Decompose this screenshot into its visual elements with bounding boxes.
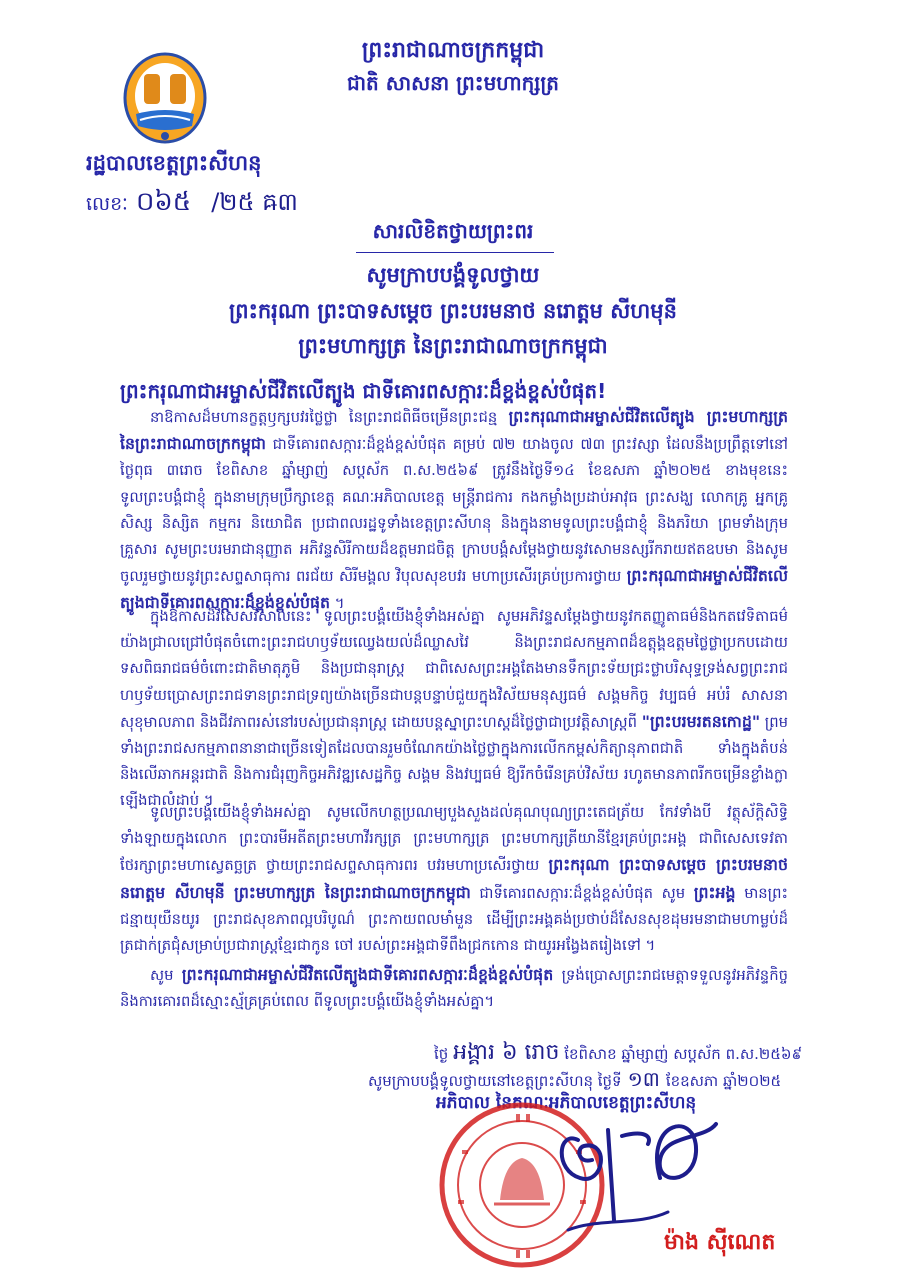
p3-text-e: មានព្រះជន្មាយុយឺនយូរ ព្រះរាជសុខភាពល្អបរិបូណ៌ ព្រះកាយពលមាំមួន ដើម្បីព្រះអង្គគង់ប្រថាប់ដ៏សែនសុខដុមរមនាជាមហាម្លប់ដ៏ត្រជាក់ត្រជុំសម្រាប់ប្រជារាស្ត្រខ្មែរជាកូន ចៅ របស់ព្រះអង្គជាទីពឹងជ្រកកោន ជាយូរអង្វែងតរៀងទៅ ។ — [120, 884, 788, 955]
ref-label: លេខៈ — [86, 193, 128, 215]
p1-king-title: ព្រះករុណាជាអម្ចាស់ជីវិតលើត្បូង ព្រះមហាក្សត្រ នៃព្រះរាជាណាចក្រកម្ពុជា — [120, 407, 788, 454]
signer-name: ម៉ាង ស៊ីណេត — [664, 1230, 776, 1255]
p1-text-e: ។ — [330, 595, 345, 613]
p4-text-a: សូម — [150, 967, 182, 984]
national-motto: ជាតិ សាសនា ព្រះមហាក្សត្រ — [347, 71, 559, 95]
ref-year: /២៥ ឝ៣ — [211, 188, 298, 216]
p2-text-c: ព្រមទាំងព្រះរាជសកម្មភាពនានាជាច្រើនទៀតដែលបានរួមចំណែកយ៉ាងថ្លៃថ្លាក្នុងការលើកកម្ពស់កិត្យានុភាពជាតិ ទាំងក្នុងតំបន់ និងលើឆាកអន្តរជាតិ និងការជំរុញកិច្ចអភិវឌ្ឍសេដ្ឋកិច្ច សង្គម និងវប្បធម៌ ឱ្យរីកចំរើនគ្រប់វិស័យ រហូតមានភាពរីកចម្រើនខ្លាំងក្លាឡើងជាលំដាប់ ។ — [120, 713, 788, 810]
p1-king-epithet: ព្រះករុណាជាអម្ចាស់ជីវិតលើត្បូងជាទីគោរពសក្ការៈដ៏ខ្ពង់ខ្ពស់បំផុត — [120, 566, 788, 613]
lunar-date-handwritten: អង្គារ ៦ រោច — [453, 1040, 560, 1065]
province-administration: រដ្ឋបាលខេត្តព្រះសីហនុ — [86, 151, 262, 175]
p3-text-a: ទូលព្រះបង្គំយើងខ្ញុំទាំងអស់គ្នា សូមលើកហត្ថប្រណម្យបួងសួងដល់គុណបុណ្យព្រះតេជត្រ័យ កែវទាំងបី វត្ថុស័ក្តិសិទ្ធិទាំងឡាយក្នុងលោក ព្រះបារមីអតីតព្រះមហាវីរក្សត្រ ព្រះមហាក្សត្រ ព្រះមហាក្សត្រីយានីខ្មែរគ្រប់ព្រះអង្គ ជាពិសេសទេវតាថែរក្សាព្រះមហាស្វេតច្ឆត្រ ថ្វាយព្រះរាជសព្ទសាធុការពរ បវរមហាប្រសើរថ្វាយ — [120, 804, 788, 875]
ref-number: ០៦៥ — [135, 187, 192, 217]
p4-text-c: ទ្រង់ប្រោសព្រះរាជមេត្តាទទួលនូវអភិវន្ទកិច្ច និងការគោរពដ៏ស្មោះស្ម័គ្រគ្រប់ពេល ពីទូលព្រះបង្គំយើងខ្ញុំទាំងអស់គ្នា។ — [120, 967, 788, 1011]
document-title: សារលិខិតថ្វាយព្រះពរ — [372, 219, 534, 243]
p4-king-epithet: ព្រះករុណាជាអម្ចាស់ជីវិតលើត្បូងជាទីគោរពសក្ការៈដ៏ខ្ពង់ខ្ពស់បំផុត — [181, 965, 554, 984]
p3-king-pronoun: ព្រះអង្គ — [693, 882, 736, 902]
p1-text-a: នាឱកាសដ៏មហានក្ខត្តឫក្សបវរថ្លៃថ្លា នៃព្រះរាជពិធីចម្រើនព្រះជន្ម — [150, 409, 509, 426]
paragraph-4 — [120, 962, 788, 1015]
paragraph-1 — [120, 404, 788, 618]
salutation: ព្រះករុណាជាអម្ចាស់ជីវិតលើត្បូង ជាទីគោរពសក្ការៈដ៏ខ្ពង់ខ្ពស់បំផុត! — [120, 379, 607, 403]
p2-text-a: ក្នុងឱកាសដ៏វិសេសវិសាលនេះ ទូលព្រះបង្គំយើងខ្ញុំទាំងអស់គ្នា សូមអភិវន្ទសម្តែងថ្វាយនូវកតញ្ញូតាធម៌និងកតវេទិតាធម៌យ៉ាងជ្រាលជ្រៅបំផុតចំពោះព្រះរាជហឫទ័យឈ្វេងយល់ដ៏ឈ្លាសវៃ និងព្រះរាជសកម្មភាពដ៏ឧត្តុង្គឧត្តមថ្លៃថ្លាប្រកបដោយទសពិធរាជធម៌ចំពោះជាតិមាតុភូមិ និងប្រជានុរាស្ត្រ ជាពិសេសព្រះអង្គតែងមានទឹកព្រះទ័យជ្រះថ្លាបរិសុទ្ធទ្រង់សព្វព្រះរាជហឫទ័យប្រោសព្រះរាជទានព្រះរាជទ្រព្យយ៉ាងច្រើនជាបន្តបន្ទាប់ជួយក្នុងវិស័យមនុស្សធម៌ សង្គមកិច្ច វប្បធម៌ អប់រំ សាសនា សុខុមាលភាព និងជីវភាពរស់នៅរបស់ប្រជានុរាស្ត្រ ដោយបន្តស្នាព្រះហស្តដ៏ថ្លៃថ្លាជាប្រវត្តិសាស្ត្រពី — [120, 608, 788, 731]
p1-text-c: ជាទីគោរពសក្ការៈដ៏ខ្ពង់ខ្ពស់បំផុត គម្រប់ ៧២ យាងចូល ៧៣ ព្រះវស្សា ដែលនឹងប្រព្រឹត្តទៅនៅថ្ងៃពុធ ៣រោច ខែពិសាខ ឆ្នាំម្សាញ់ សប្តស័ក ព.ស.២៥៦៩ ត្រូវនឹងថ្ងៃទី១៤ ខែឧសភា ឆ្នាំ២០២៥ ខាងមុខនេះ ទូលព្រះបង្គំជាខ្ញុំ ក្នុងនាមក្រុមប្រឹក្សាខេត្ត គណៈអភិបាលខេត្ត មន្ត្រីរាជការ កងកម្លាំងប្រដាប់អាវុធ ព្រះសង្ឃ លោកគ្រូ អ្នកគ្រូ សិស្ស និស្សិត កម្មករ និយោជិត ប្រជាពលរដ្ឋទូទាំងខេត្តព្រះសីហនុ និងក្នុងនាមទូលព្រះបង្គំជាខ្ញុំ និងភរិយា ព្រមទាំងក្រុមគ្រួសារ សូមព្រះបរមរាជានុញ្ញាត អភិវន្ទសិរីកាយដ៏ឧត្តមរាជចិត្ត ក្រាបបង្គំសម្តែងថ្វាយនូវសោមនស្សរីករាយឥតឧបមា និងសូមចូលរួមថ្វាយនូវព្រះសព្ទសាធុការ ពរជ័យ សិរីមង្គល វិបុលសុខបវរ មហាប្រសើរគ្រប់ប្រការថ្វាយ — [120, 436, 788, 586]
lunar-date-label: ថ្ងៃ — [434, 1045, 449, 1063]
title-divider — [356, 252, 554, 253]
paragraph-2 — [120, 604, 788, 815]
king-name: ព្រះករុណា ព្រះបាទសម្តេច ព្រះបរមនាថ នរោត្តម សីហមុនី — [229, 299, 677, 323]
solar-date-handwritten-day: ១៣ — [627, 1067, 660, 1091]
solar-date-prefix: សូមក្រាបបង្គំទូលថ្វាយនៅខេត្តព្រះសីហនុ ថ្ងៃទី — [368, 1072, 622, 1090]
kingdom-heading: ព្រះរាជាណាចក្រកម្ពុជា — [361, 38, 545, 63]
king-title: ព្រះមហាក្សត្រ នៃព្រះរាជាណាចក្រកម្ពុជា — [298, 334, 608, 358]
p3-text-c: ជាទីគោរពសក្ការៈដ៏ខ្ពង់ខ្ពស់បំផុត សូម — [470, 884, 694, 902]
province-logo-icon — [122, 52, 208, 144]
p2-project-name: "ព្រះបរមរតនកោដ្ឋ" — [641, 711, 761, 731]
paragraph-3 — [120, 800, 788, 959]
dedication-line: សូមក្រាបបង្គំទូលថ្វាយ — [366, 263, 540, 287]
solar-date-suffix: ខែឧសភា ឆ្នាំ២០២៥ — [665, 1072, 782, 1090]
governor-title: អភិបាល នៃគណៈអភិបាលខេត្តព្រះសីហនុ — [436, 1093, 697, 1113]
lunar-date-rest: ខែពិសាខ ឆ្នាំម្សាញ់ សប្តស័ក ព.ស.២៥៦៩ — [559, 1045, 803, 1063]
p3-king-name: ព្រះករុណា ព្រះបាទសម្តេច ព្រះបរមនាថ នរោត្តម សីហមុនី ព្រះមហាក្សត្រ នៃព្រះរាជាណាចក្រកម្ពុជា — [120, 855, 788, 902]
